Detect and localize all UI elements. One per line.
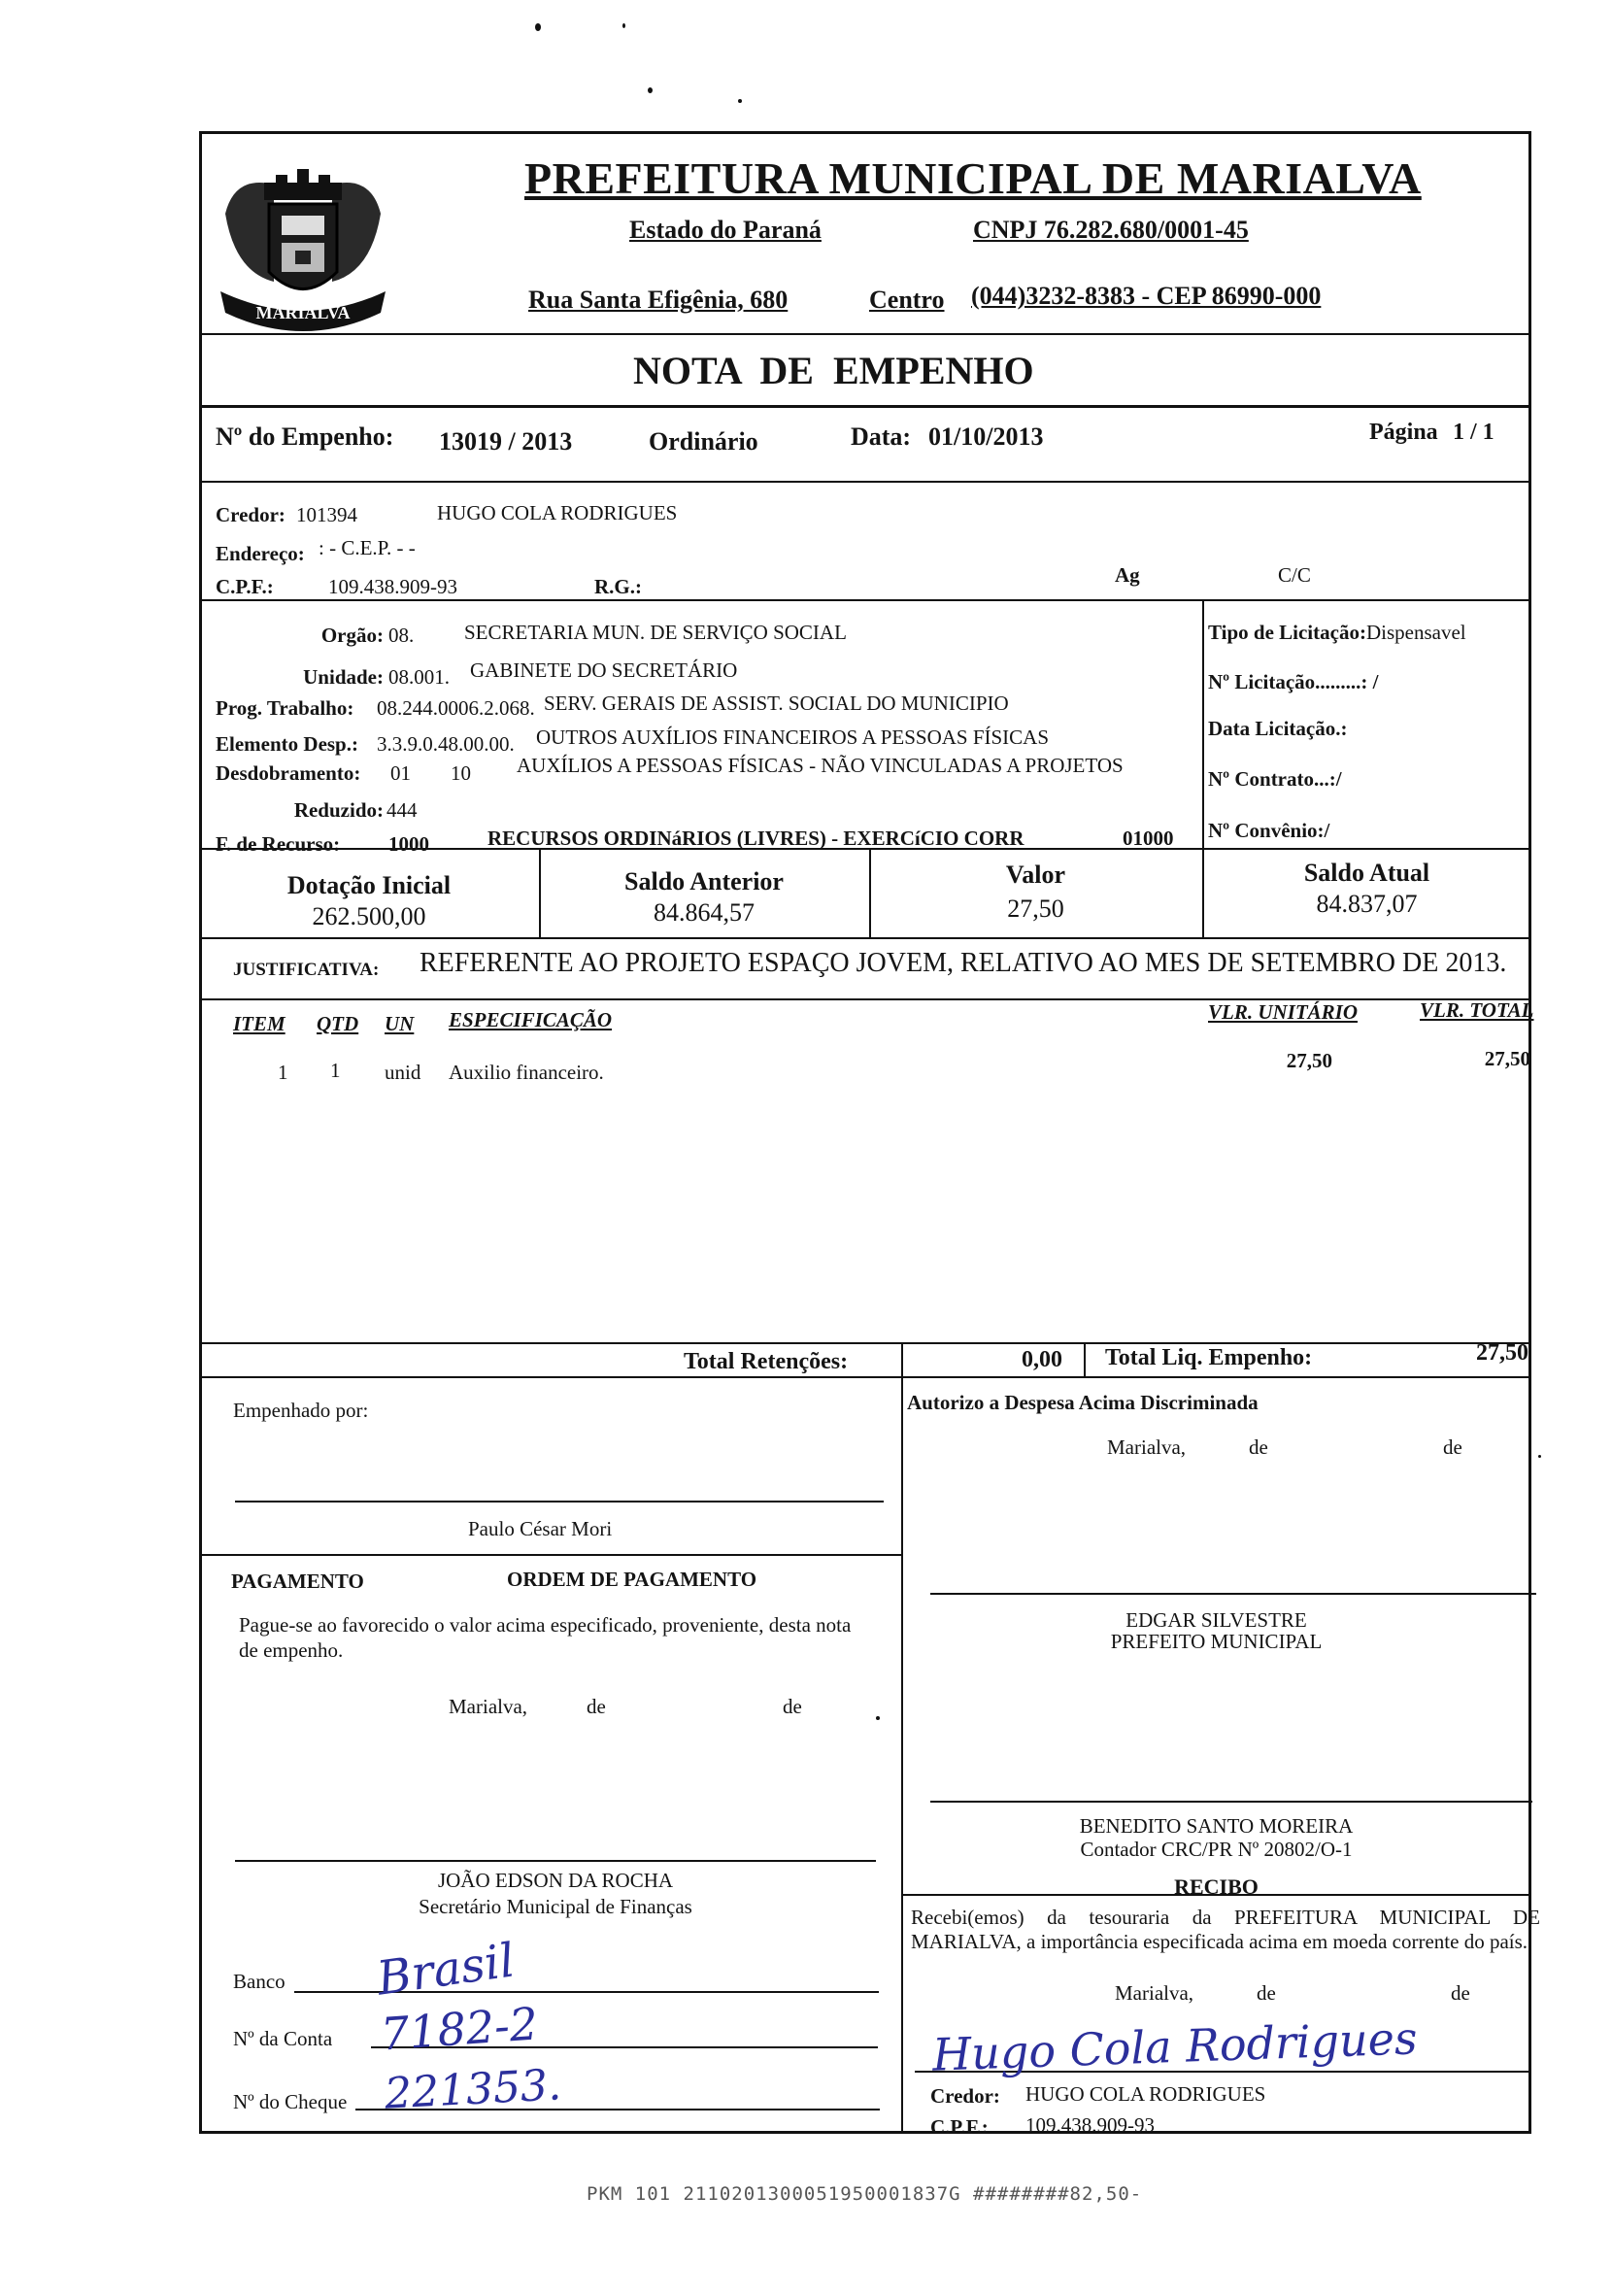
- scan-speck: [738, 99, 742, 103]
- current-balance-label: Saldo Atual: [1303, 859, 1430, 887]
- receipt-creditor-label: Credor:: [930, 2084, 1000, 2108]
- col-total-value: VLR. TOTAL: [1420, 998, 1534, 1022]
- account-number-label: Nº da Conta: [233, 2027, 333, 2050]
- empenho-type: Ordinário: [649, 427, 758, 456]
- secretary-name: JOÃO EDSON DA ROCHA: [437, 1869, 674, 1892]
- divider: [199, 599, 1531, 601]
- breakdown-label: Desdobramento:: [216, 761, 361, 785]
- date-dot: [876, 1716, 880, 1720]
- element-code: 3.3.9.0.48.00.00.: [377, 732, 515, 756]
- mayor-name: EDGAR SILVESTRE: [1125, 1608, 1307, 1632]
- signature-line: [235, 1501, 884, 1503]
- payment-city: Marialva,: [449, 1695, 528, 1718]
- net-total-label: Total Liq. Empenho:: [1105, 1345, 1313, 1370]
- payment-order-label: ORDEM DE PAGAMENTO: [507, 1568, 757, 1591]
- divider: [1084, 1342, 1086, 1376]
- item-unit: unid: [385, 1061, 421, 1084]
- justification-label: JUSTIFICATIVA:: [233, 960, 380, 980]
- crest-lettering: MARIALVA: [255, 303, 351, 322]
- program-description: SERV. GERAIS DE ASSIST. SOCIAL DO MUNICIPIO: [544, 692, 1009, 715]
- previous-balance-value: 84.864,57: [654, 898, 755, 927]
- street-address: Rua Santa Efigênia, 680: [528, 286, 789, 314]
- divider: [199, 1342, 1531, 1344]
- accountant-name: BENEDITO SANTO MOREIRA: [1079, 1814, 1354, 1838]
- date-label: Data:: [851, 422, 912, 451]
- mayor-title: PREFEITO MUNICIPAL: [1110, 1630, 1323, 1653]
- authorization-date-de-2: de: [1443, 1435, 1462, 1459]
- creditor-code: 101394: [296, 503, 357, 526]
- contract-number: Nº Contrato...:/: [1208, 767, 1342, 791]
- justification-text: REFERENTE AO PROJETO ESPAÇO JOVEM, RELATIVO AO MES DE SETEMBRO DE 2013.: [420, 948, 1507, 978]
- bidding-number: Nº Licitação.........: /: [1208, 670, 1379, 693]
- reduzido-value: 444: [386, 798, 418, 822]
- current-balance-value: 84.837,07: [1316, 890, 1418, 918]
- scan-speck: [622, 23, 625, 28]
- net-total-value: 27,50: [1476, 1340, 1528, 1366]
- rg-label: R.G.:: [594, 575, 642, 598]
- payment-text: Pague-se ao favorecido o valor acima especificado, proveniente, desta nota de empenho.: [239, 1613, 852, 1662]
- unidade-code: 08.001.: [388, 665, 450, 689]
- authorization-label: Autorizo a Despesa Acima Discriminada: [907, 1391, 1259, 1414]
- breakdown-code-1: 01: [390, 761, 411, 785]
- orgao-label: Orgão:: [320, 624, 384, 647]
- secretary-title: Secretário Municipal de Finanças: [419, 1895, 692, 1918]
- payment-date-de-1: de: [587, 1695, 606, 1718]
- bank-label: Banco: [233, 1970, 285, 1993]
- committed-by-name: Paulo César Mori: [468, 1517, 613, 1540]
- unidade-description: GABINETE DO SECRETÁRIO: [470, 658, 738, 682]
- scan-speck: [648, 87, 653, 93]
- col-qtd: QTD: [317, 1012, 359, 1035]
- element-description: OUTROS AUXÍLIOS FINANCEIROS A PESSOAS FÍSICAS: [536, 726, 1050, 749]
- authorization-city: Marialva,: [1107, 1435, 1187, 1459]
- retentions-value: 0,00: [1022, 1347, 1062, 1372]
- col-un: UN: [385, 1012, 415, 1035]
- bank-handwriting: Brasil: [373, 1933, 519, 2007]
- bidding-date: Data Licitação.:: [1208, 717, 1348, 740]
- previous-balance-label: Saldo Anterior: [624, 867, 784, 895]
- divider: [199, 1376, 1531, 1378]
- receipt-text: Recebi(emos) da tesouraria da PREFEITURA MUNICIPAL DE MARIALVA, a importância especificada acima em moeda corrente do país.: [911, 1906, 1540, 1953]
- date-dot: [1538, 1455, 1541, 1458]
- initial-allocation-label: Dotação Inicial: [286, 871, 452, 899]
- receipt-date-de-2: de: [1451, 1981, 1470, 2005]
- breakdown-code-2: 10: [451, 761, 471, 785]
- retentions-label: Total Retenções:: [684, 1349, 849, 1374]
- municipality-title: PREFEITURA MUNICIPAL DE MARIALVA: [524, 153, 1422, 203]
- payment-date-de-2: de: [783, 1695, 802, 1718]
- amount-value: 27,50: [1007, 895, 1064, 923]
- state-name: Estado do Paraná: [629, 216, 822, 244]
- creditor-name: HUGO COLA RODRIGUES: [437, 501, 678, 524]
- page-label: Página: [1369, 420, 1438, 445]
- account-handwriting: 7182-2: [379, 1997, 540, 2061]
- orgao-description: SECRETARIA MUN. DE SERVIÇO SOCIAL: [464, 621, 847, 644]
- divider: [199, 1554, 901, 1556]
- divider: [1202, 599, 1204, 848]
- page-number: 1 / 1: [1453, 420, 1494, 445]
- document-title: NOTA DE EMPENHO: [633, 349, 1034, 392]
- check-handwriting: 221353.: [383, 2060, 563, 2119]
- accountant-title: Contador CRC/PR Nº 20802/O-1: [1080, 1838, 1353, 1861]
- col-unit-value: VLR. UNITÁRIO: [1208, 1000, 1359, 1024]
- district: Centro: [869, 286, 945, 314]
- amount-label: Valor: [1005, 861, 1066, 889]
- receipt-title: RECIBO: [1174, 1874, 1259, 1899]
- resource-label: F. de Recurso:: [216, 832, 341, 856]
- receipt-cpf-value: 109.438.909-93: [1025, 2113, 1155, 2137]
- creditor-signature: Hugo Cola Rodrigues: [931, 2011, 1419, 2081]
- item-total-value: 27,50: [1484, 1047, 1530, 1070]
- item-number: 1: [278, 1061, 288, 1084]
- scan-speck: [535, 23, 541, 31]
- payment-label: PAGAMENTO: [231, 1570, 364, 1593]
- initial-allocation-value: 262.500,00: [312, 902, 426, 930]
- signature-line: [930, 1801, 1532, 1803]
- micr-code-line: PKM 101 2110201300051950001837G ########82,50-: [587, 2183, 1143, 2205]
- divider: [199, 481, 1531, 483]
- bidding-type: [1208, 621, 1466, 645]
- item-quantity: 1: [330, 1059, 341, 1082]
- divider: [901, 1342, 903, 2134]
- cpf-label: C.P.F.:: [216, 575, 274, 598]
- breakdown-description: AUXÍLIOS A PESSOAS FÍSICAS - NÃO VINCULADAS A PROJETOS: [517, 754, 1124, 777]
- item-specification: Auxilio financeiro.: [449, 1061, 604, 1084]
- check-number-label: Nº do Cheque: [233, 2090, 348, 2113]
- address-label: Endereço:: [216, 542, 305, 565]
- program-code: 08.244.0006.2.068.: [377, 696, 535, 720]
- account-label: C/C: [1278, 563, 1311, 587]
- resource-description: RECURSOS ORDINáRIOS (LIVRES) - EXERCíCIO CORR: [487, 827, 1024, 850]
- bidding-type-label: Tipo de Licitação:: [1208, 621, 1366, 644]
- empenho-date: 01/10/2013: [928, 422, 1044, 451]
- resource-code: 1000: [388, 832, 429, 856]
- reduzido-label: Reduzido:: [293, 798, 384, 822]
- address-value: : - C.E.P. - -: [319, 536, 416, 559]
- bidding-type-value: Dispensavel: [1365, 621, 1466, 644]
- col-item: ITEM: [233, 1012, 285, 1035]
- empenho-number: 13019 / 2013: [439, 427, 573, 456]
- signature-line: [930, 1593, 1536, 1595]
- item-unit-value: 27,50: [1286, 1049, 1332, 1072]
- col-specification: ESPECIFICAÇÃO: [449, 1008, 613, 1031]
- agreement-number: Nº Convênio:/: [1208, 819, 1330, 842]
- phone-cep: (044)3232-8383 - CEP 86990-000: [971, 282, 1322, 310]
- unidade-label: Unidade:: [303, 665, 384, 689]
- orgao-code: 08.: [388, 624, 415, 647]
- cnpj: CNPJ 76.282.680/0001-45: [973, 216, 1249, 244]
- cpf-value: 109.438.909-93: [328, 575, 457, 598]
- receipt-city: Marialva,: [1115, 1981, 1194, 2005]
- divider: [199, 937, 1531, 939]
- signature-line: [235, 1860, 876, 1862]
- authorization-date-de-1: de: [1249, 1435, 1268, 1459]
- municipal-crest: [206, 146, 400, 355]
- resource-code-2: 01000: [1123, 827, 1174, 850]
- receipt-creditor-name: HUGO COLA RODRIGUES: [1025, 2082, 1266, 2106]
- divider: [199, 405, 1531, 408]
- committed-by-label: Empenhado por:: [233, 1399, 369, 1422]
- agency-label: Ag: [1115, 563, 1140, 587]
- receipt-date-de-1: de: [1257, 1981, 1276, 2005]
- receipt-cpf-label: C.P.F.:: [930, 2115, 989, 2139]
- empenho-number-label: Nº do Empenho:: [216, 422, 394, 451]
- creditor-label: Credor:: [216, 503, 285, 526]
- program-label: Prog. Trabalho:: [216, 696, 354, 720]
- element-label: Elemento Desp.:: [216, 732, 358, 756]
